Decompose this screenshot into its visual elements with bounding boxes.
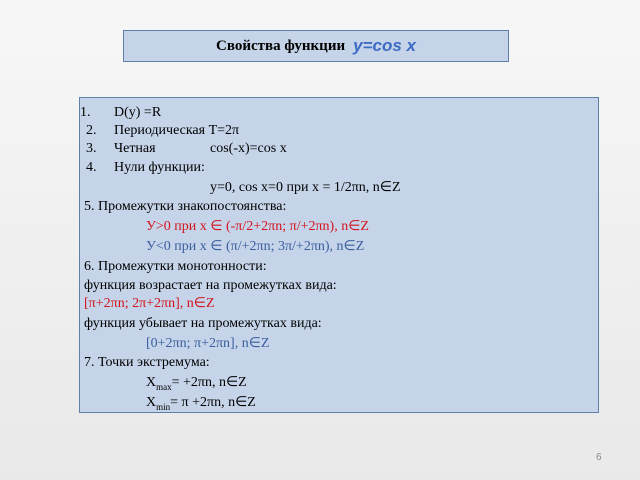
item-2-number: 2. <box>86 123 97 138</box>
increase-interval: [π+2πn; 2π+2πn], n∈Z <box>84 296 215 311</box>
x-min-subscript: min <box>156 401 171 412</box>
x-max-symbol: X <box>146 375 157 390</box>
section-7-heading: 7. Точки экстремума: <box>84 355 210 370</box>
item-1 <box>80 105 162 121</box>
item-2 <box>86 123 240 139</box>
section-5-heading: 5. Промежутки знакопостоянства: <box>84 199 287 214</box>
item-3-formula: cos(-x)=cos x <box>210 141 287 156</box>
negative-interval: У<0 при x ∈ (π/+2πn; 3π/+2πn), n∈Z <box>146 239 365 254</box>
slide-number: 6 <box>596 452 602 463</box>
item-1-number: 1. <box>80 105 91 120</box>
x-max-formula: = +2πn, n∈Z <box>171 375 247 390</box>
increase-label: функция возрастает на промежутках вида: <box>84 278 337 293</box>
title-function: y=cos x <box>353 36 416 55</box>
x-min <box>146 395 256 415</box>
x-max <box>146 375 247 395</box>
section-6-heading: 6. Промежутки монотонности: <box>84 259 267 274</box>
item-3-label: Четная <box>114 141 156 156</box>
item-4-text: Нули функции: <box>114 160 205 175</box>
positive-interval: У>0 при x ∈ (-π/2+2πn; π/+2πn), n∈Z <box>146 219 369 234</box>
title-box <box>123 30 509 62</box>
item-1-text: D(y) =R <box>114 105 162 120</box>
item-2-text: Периодическая T=2π <box>114 123 240 138</box>
decrease-label: функция убывает на промежутках вида: <box>84 316 322 331</box>
decrease-interval: [0+2πn; π+2πn], n∈Z <box>146 336 270 351</box>
item-4 <box>86 160 205 176</box>
x-max-subscript: max <box>156 381 172 392</box>
item-3 <box>86 141 287 157</box>
title-text: Свойства функции <box>216 37 346 54</box>
content-box <box>79 97 599 413</box>
zeros-formula: y=0, cos x=0 при x = 1/2πn, n∈Z <box>210 180 401 195</box>
item-3-number: 3. <box>86 141 97 156</box>
item-4-number: 4. <box>86 160 97 175</box>
x-min-symbol: X <box>146 395 157 410</box>
x-min-formula: = π +2πn, n∈Z <box>170 395 256 410</box>
